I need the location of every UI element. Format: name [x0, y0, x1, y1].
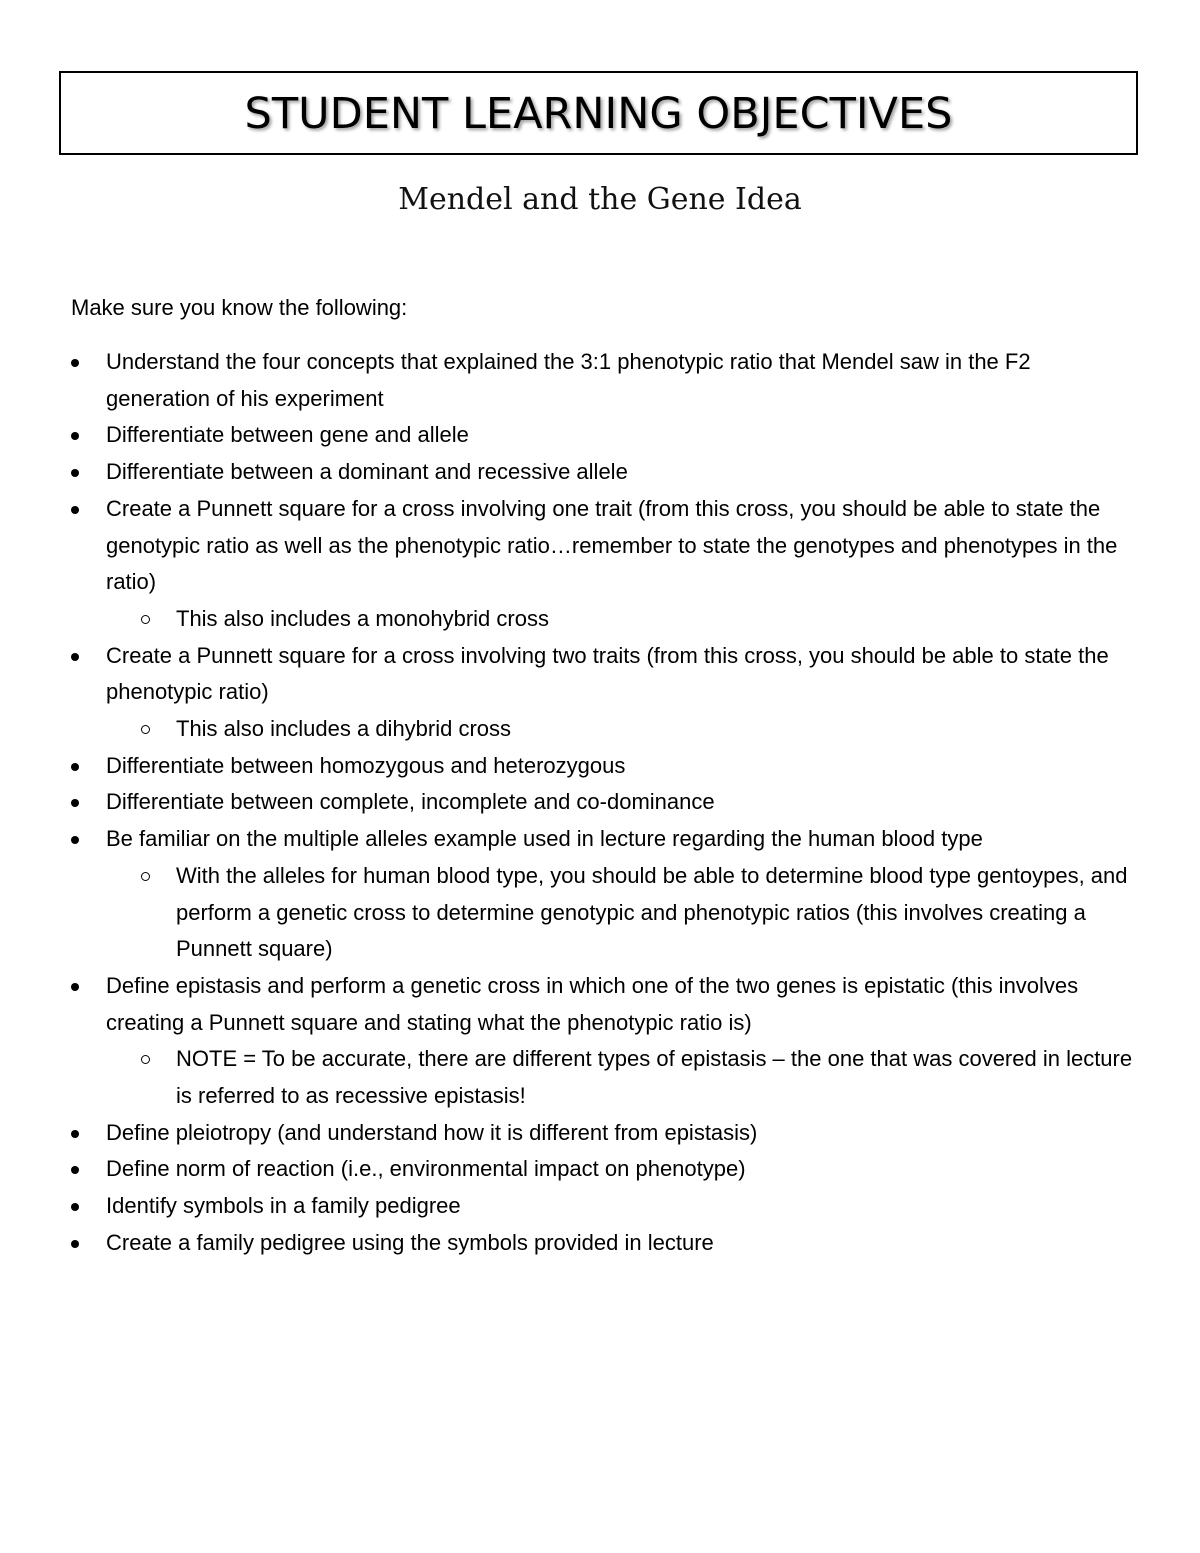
- bullet-icon: [71, 469, 79, 477]
- bullet-icon: [71, 983, 79, 991]
- hollow-bullet-icon: [141, 725, 150, 734]
- objective-text: Be familiar on the multiple alleles example used in lecture regarding the human blood type: [106, 826, 983, 852]
- bullet-icon: [71, 836, 79, 844]
- objective-subitem-text: This also includes a dihybrid cross: [176, 716, 512, 742]
- objective-subitem-text: NOTE = To be accurate, there are different types of epistasis – the one that was covered in lecture is referred to as recessive epistasis!: [176, 1046, 1133, 1109]
- bullet-icon: [71, 653, 79, 661]
- objective-text: Define pleiotropy (and understand how it is different from epistasis): [106, 1119, 758, 1145]
- bullet-icon: [71, 763, 79, 771]
- bullet-icon: [71, 799, 79, 807]
- objective-item: [71, 1151, 1136, 1188]
- objective-item: [71, 1115, 1136, 1152]
- objective-text: Define norm of reaction (i.e., environmental impact on phenotype): [106, 1156, 746, 1182]
- objective-item: [71, 748, 1136, 785]
- objective-item: [71, 1188, 1136, 1225]
- objective-text: Identify symbols in a family pedigree: [106, 1193, 461, 1219]
- objective-item: [71, 784, 1136, 821]
- objective-subitem: [71, 1041, 1136, 1114]
- objective-subitem: [71, 858, 1136, 968]
- objective-text: Create a Punnett square for a cross involving two traits (from this cross, you should be able to state the phenotypic ratio): [106, 642, 1109, 705]
- bullet-icon: [71, 359, 79, 367]
- objective-text: Differentiate between complete, incomplete and co-dominance: [106, 789, 715, 815]
- intro-text: Make sure you know the following:: [71, 295, 408, 320]
- objective-text: Understand the four concepts that explained the 3:1 phenotypic ratio that Mendel saw in the F2 generation of his experiment: [106, 349, 1031, 411]
- objective-text: Define epistasis and perform a genetic cross in which one of the two genes is epistatic (this involves creating a Punnett square and stating what the phenotypic ratio is): [106, 972, 1079, 1035]
- bullet-icon: [71, 432, 79, 440]
- hollow-bullet-icon: [141, 1055, 150, 1064]
- title-box: [59, 71, 1138, 155]
- bullet-icon: [71, 1203, 79, 1211]
- objectives-list: [71, 344, 1136, 1262]
- objective-text: Create a Punnett square for a cross involving one trait (from this cross, you should be able to state the genotypic ratio as well as the phenotypic ratio…remember to state the genotypes and phenotypes in the ratio): [106, 495, 1118, 595]
- bullet-icon: [71, 1240, 79, 1248]
- bullet-icon: [71, 506, 79, 514]
- objective-subitem-text: With the alleles for human blood type, you should be able to determine blood type gentoypes, and perform a genetic cross to determine genotypic and phenotypic ratios (this involves creating a Punnett square): [176, 862, 1128, 962]
- objective-item: [71, 968, 1136, 1041]
- hollow-bullet-icon: [141, 615, 150, 624]
- objective-text: Differentiate between gene and allele: [106, 422, 469, 448]
- objective-item: [71, 638, 1136, 711]
- bullet-icon: [71, 1166, 79, 1174]
- objective-text: Differentiate between homozygous and heterozygous: [106, 752, 626, 778]
- objective-text: Create a family pedigree using the symbols provided in lecture: [106, 1229, 714, 1255]
- document-subtitle: Mendel and the Gene Idea: [398, 182, 802, 217]
- objective-item: [71, 417, 1136, 454]
- objective-text: Differentiate between a dominant and recessive allele: [106, 459, 628, 485]
- objective-item: [71, 344, 1136, 417]
- objective-item: [71, 454, 1136, 491]
- hollow-bullet-icon: [141, 872, 150, 881]
- objective-item: [71, 1225, 1136, 1262]
- objective-subitem: [71, 711, 1136, 748]
- page-title: STUDENT LEARNING OBJECTIVES: [244, 88, 953, 139]
- bullet-icon: [71, 1130, 79, 1138]
- objective-subitem: [71, 601, 1136, 638]
- objective-item: [71, 821, 1136, 858]
- objective-item: [71, 491, 1136, 601]
- objective-subitem-text: This also includes a monohybrid cross: [176, 605, 549, 631]
